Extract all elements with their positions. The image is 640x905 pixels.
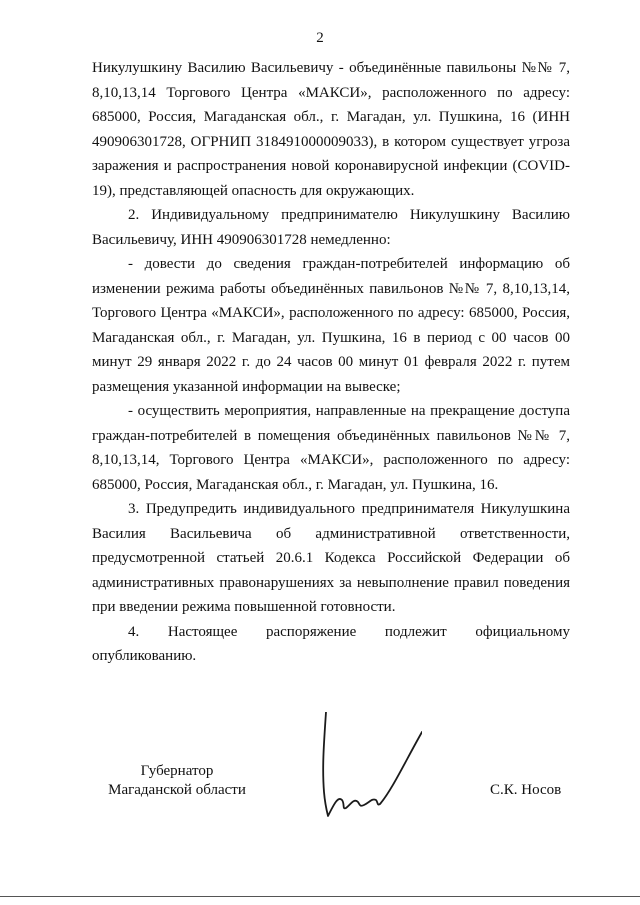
paragraph-item-2-inform: - довести до сведения граждан-потребителей информацию об изменении режима работы объединённых павильонов №№ 7, 8,10,13,14, Торгового Центра «МАКСИ», расположенного по адресу: 685000, Россия, Магаданская обл., г. Магадан, ул. Пушкина, 16 в период с 00 часов 00 минут 29 января 2022 г. до 24 часов 00 минут 01 февраля 2022 г. путем размещения указанной информации на вывеске; xyxy=(92,256,570,395)
page-number: 2 xyxy=(316,30,324,46)
footer-divider xyxy=(0,896,640,897)
paragraph-item-2-restrict-access: - осуществить мероприятия, направленные на прекращение доступа граждан-потребителей в помещения объединённых павильонов №№ 7, 8,10,13,14, Торгового Центра «МАКСИ», расположенного по адресу: 685000, Россия, Магаданская обл., г. Магадан, ул. Пушкина, 16. xyxy=(92,403,570,493)
paragraph-item-3: 3. Предупредить индивидуального предпринимателя Никулушкина Василия Васильевича об административной ответственности, предусмотренной статьей 20.6.1 Кодекса Российской Федерации об административных правонарушениях за невыполнение правил поведения при введении режима повышенной готовности. xyxy=(92,501,570,615)
document-body xyxy=(92,56,570,669)
signatory-name: С.К. Носов xyxy=(490,782,562,798)
signatory-title-line-2: Магаданской области xyxy=(108,782,246,798)
signatory-title-line-1: Губернатор xyxy=(140,763,214,779)
paragraph-item-4: 4. Настоящее распоряжение подлежит официальному опубликованию. xyxy=(92,623,570,664)
signatory-title xyxy=(92,762,262,800)
handwritten-signature xyxy=(318,712,422,822)
paragraph-restricted-premises: Никулушкину Василию Васильевичу - объединённые павильоны №№ 7, 8,10,13,14 Торгового Центра «МАКСИ», расположенного по адресу: 685000, Россия, Магаданская обл., г. Магадан, ул. Пушкина, 16 (ИНН 490906301728, ОГРНИП 318491000009033), в котором существует угроза заражения и распространения новой коронавирусной инфекции (COVID-19), представляющей опасность для окружающих. xyxy=(92,60,570,199)
paragraph-item-2: 2. Индивидуальному предпринимателю Никулушкину Василию Васильевичу, ИНН 490906301728 немедленно: xyxy=(92,207,570,248)
